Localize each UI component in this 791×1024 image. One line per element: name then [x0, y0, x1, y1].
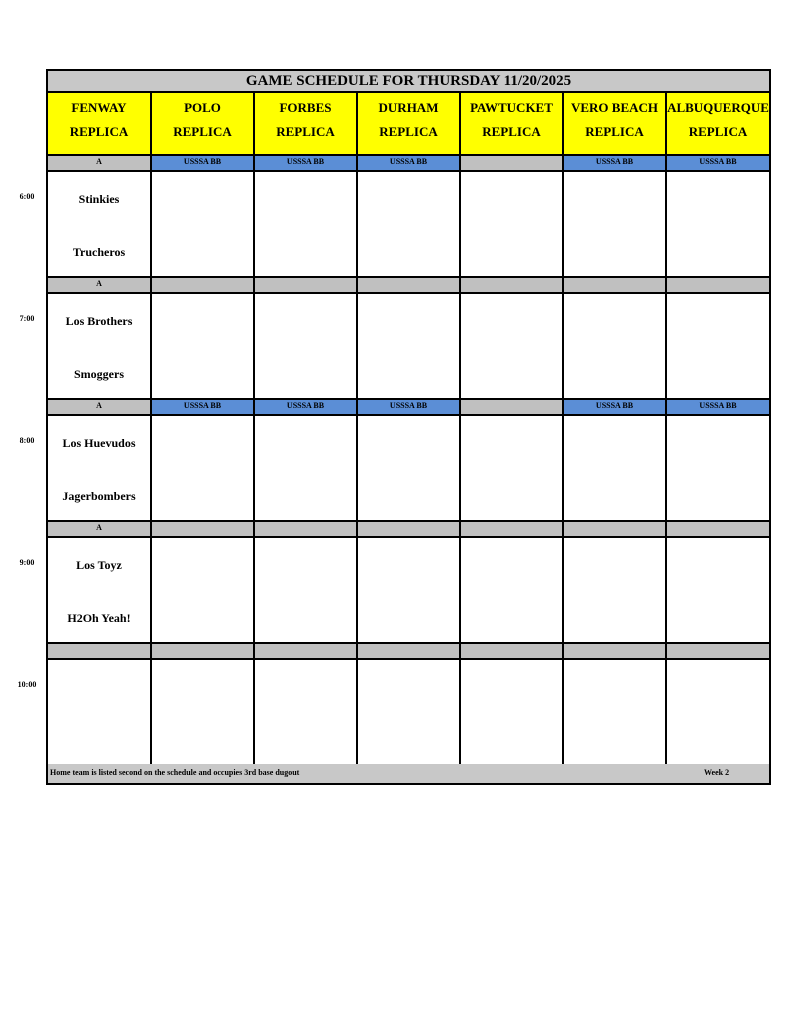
game-cell: [48, 416, 152, 522]
field-name: POLO: [184, 100, 221, 115]
division-strip: [461, 644, 564, 660]
division-strip: A: [48, 400, 152, 416]
game-cell: [255, 660, 358, 766]
field-name: VERO BEACH: [570, 100, 659, 115]
time-label: 6:00: [19, 192, 35, 201]
field-name: DURHAM: [378, 100, 439, 115]
game-cell: [564, 416, 667, 522]
game-cell: [358, 172, 461, 278]
game-cell: [255, 294, 358, 400]
division-strip: [564, 522, 667, 538]
division-strip: A: [48, 278, 152, 294]
away-team: Los Toyz: [76, 558, 122, 572]
division-strip: [358, 278, 461, 294]
time-label: 8:00: [19, 436, 35, 445]
game-cell: [48, 294, 152, 400]
division-strip: USSSA BB: [152, 400, 255, 416]
division-strip: [461, 522, 564, 538]
game-cell: [152, 660, 255, 766]
division-strip: USSSA BB: [564, 400, 667, 416]
field-subtitle: REPLICA: [688, 124, 748, 139]
division-strip: [564, 278, 667, 294]
division-strip: [564, 644, 667, 660]
division-strip: USSSA BB: [667, 400, 769, 416]
game-cell: [358, 416, 461, 522]
game-cell: [667, 172, 769, 278]
division-strip: [152, 278, 255, 294]
division-strip: [461, 400, 564, 416]
footer-bar: [48, 764, 769, 783]
game-cell: [48, 538, 152, 644]
game-cell: [152, 416, 255, 522]
game-cell: [255, 538, 358, 644]
time-label: 9:00: [19, 558, 35, 567]
division-strip: A: [48, 156, 152, 172]
division-strip: USSSA BB: [358, 156, 461, 172]
division-strip: USSSA BB: [358, 400, 461, 416]
game-cell: [255, 416, 358, 522]
field-name: FORBES: [279, 100, 332, 115]
week-label: Week 2: [704, 768, 730, 777]
division-strip: USSSA BB: [255, 156, 358, 172]
schedule-title: GAME SCHEDULE FOR THURSDAY 11/20/2025: [48, 71, 769, 93]
home-team: Jagerbombers: [62, 489, 136, 503]
away-team: Stinkies: [78, 192, 120, 206]
division-strip: USSSA BB: [667, 156, 769, 172]
field-subtitle: REPLICA: [276, 124, 335, 139]
game-cell: [564, 294, 667, 400]
division-strip: [667, 644, 769, 660]
game-cell: [358, 294, 461, 400]
division-strip: USSSA BB: [564, 156, 667, 172]
game-cell: [152, 172, 255, 278]
division-strip: USSSA BB: [255, 400, 358, 416]
time-label: 7:00: [19, 314, 35, 323]
schedule-sheet: [46, 69, 771, 785]
game-cell: [255, 172, 358, 278]
home-team: Smoggers: [74, 367, 124, 381]
division-strip: [461, 156, 564, 172]
division-strip: [152, 644, 255, 660]
game-cell: [667, 416, 769, 522]
field-header: [48, 93, 152, 156]
field-name: ALBUQUERQUE: [667, 100, 769, 115]
away-team: Los Brothers: [65, 314, 133, 328]
game-cell: [564, 660, 667, 766]
game-cell: [152, 538, 255, 644]
game-cell: [358, 538, 461, 644]
field-header: [255, 93, 358, 156]
game-cell: [358, 660, 461, 766]
game-cell: [461, 660, 564, 766]
division-strip: [358, 644, 461, 660]
division-strip: [667, 522, 769, 538]
home-team: Trucheros: [72, 245, 126, 259]
time-label: 10:00: [17, 680, 37, 689]
game-cell: [48, 660, 152, 766]
game-cell: [152, 294, 255, 400]
field-subtitle: REPLICA: [585, 124, 644, 139]
game-cell: [48, 172, 152, 278]
field-subtitle: REPLICA: [379, 124, 438, 139]
game-cell: [564, 172, 667, 278]
field-header: [152, 93, 255, 156]
field-header: [461, 93, 564, 156]
division-strip: [152, 522, 255, 538]
field-header: [564, 93, 667, 156]
division-strip: [255, 278, 358, 294]
game-cell: [564, 538, 667, 644]
field-header: [667, 93, 769, 156]
game-cell: [461, 294, 564, 400]
game-cell: [667, 294, 769, 400]
field-header: [358, 93, 461, 156]
game-cell: [461, 416, 564, 522]
field-subtitle: REPLICA: [69, 124, 129, 139]
division-strip: A: [48, 522, 152, 538]
away-team: Los Huevudos: [62, 436, 136, 450]
field-subtitle: REPLICA: [173, 124, 232, 139]
field-subtitle: REPLICA: [482, 124, 541, 139]
division-strip: [358, 522, 461, 538]
field-name: PAWTUCKET: [470, 100, 553, 115]
game-cell: [667, 660, 769, 766]
division-strip: [48, 644, 152, 660]
home-team: H2Oh Yeah!: [67, 611, 131, 625]
home-team-note: Home team is listed second on the schedule and occupies 3rd base dugout: [50, 768, 300, 777]
division-strip: USSSA BB: [152, 156, 255, 172]
division-strip: [255, 522, 358, 538]
game-cell: [461, 172, 564, 278]
division-strip: [667, 278, 769, 294]
division-strip: [461, 278, 564, 294]
game-cell: [667, 538, 769, 644]
field-name: FENWAY: [71, 100, 127, 115]
division-strip: [255, 644, 358, 660]
game-cell: [461, 538, 564, 644]
